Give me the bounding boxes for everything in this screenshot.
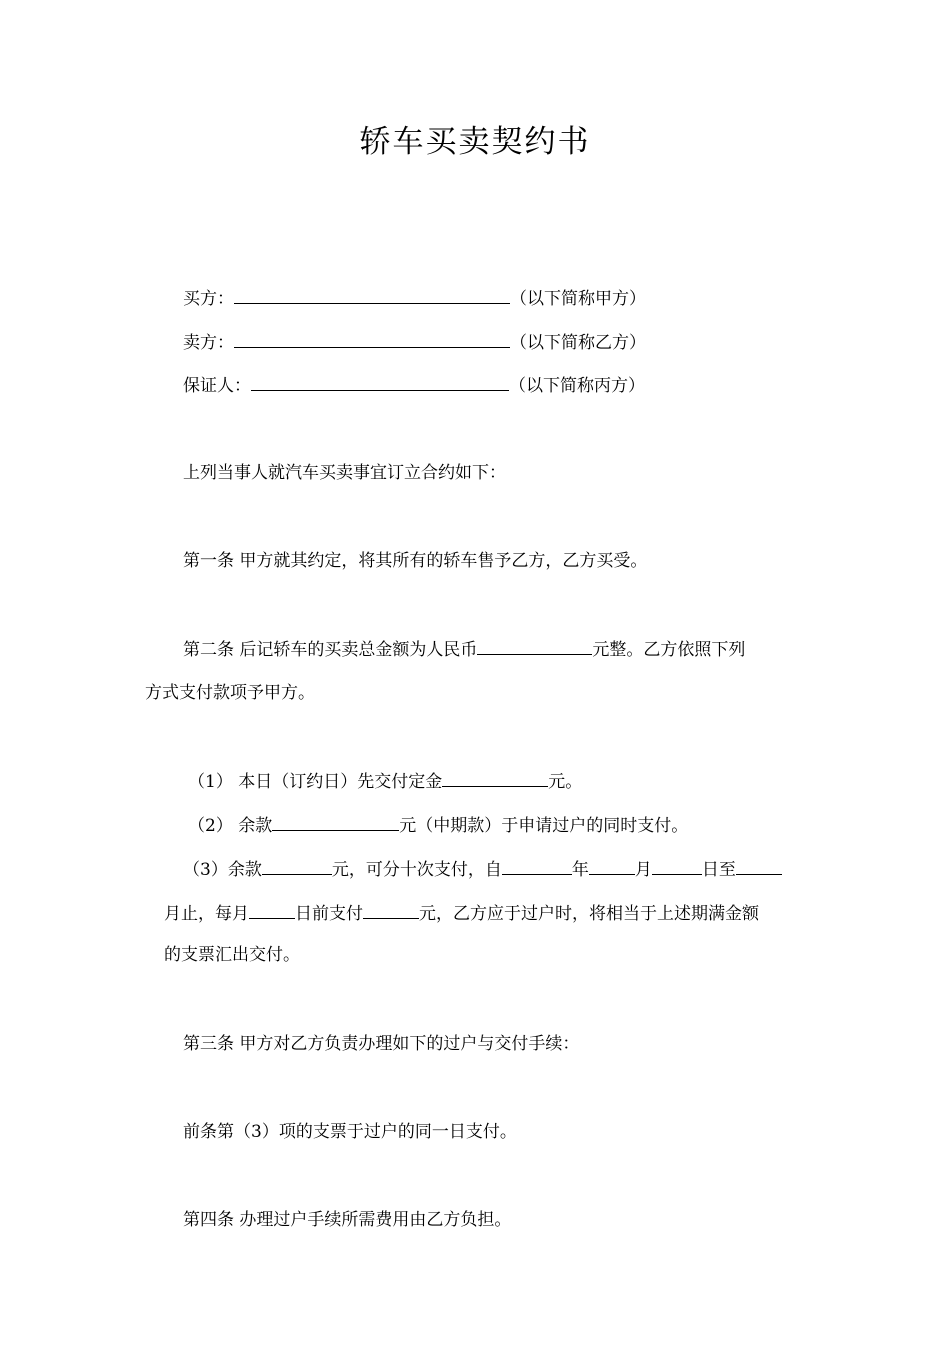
guarantor-suffix: （以下简称丙方） <box>509 376 645 396</box>
article-2-line-2: 方式支付款项予甲方。 <box>145 683 315 703</box>
payment-3-text-b: 元，可分十次支付，自 <box>331 860 502 880</box>
seller-blank[interactable] <box>234 329 510 348</box>
seller-label: 卖方： <box>183 333 234 353</box>
article-4: 第四条 办理过户手续所需费用由乙方负担。 <box>183 1210 512 1230</box>
monthly-day-blank[interactable] <box>249 900 295 919</box>
payment-item-2 <box>188 812 688 838</box>
guarantor-blank[interactable] <box>251 372 509 391</box>
monthly-amount-blank[interactable] <box>363 900 419 919</box>
guarantor-label: 保证人： <box>183 376 251 396</box>
buyer-label: 买方： <box>183 289 234 309</box>
intro-text: 上列当事人就汽车买卖事宜订立合约如下： <box>183 463 506 483</box>
payment-item-3-line-1 <box>183 856 782 882</box>
guarantor-line <box>183 372 645 398</box>
deposit-blank[interactable] <box>442 768 548 787</box>
document-title: 轿车买卖契约书 <box>359 124 591 160</box>
payment-3-text-e: 元，乙方应于过户时，将相当于上述期满金额 <box>419 904 759 924</box>
article-3: 第三条 甲方对乙方负责办理如下的过户与交付手续： <box>183 1034 580 1054</box>
buyer-blank[interactable] <box>234 285 510 304</box>
start-month-blank[interactable] <box>589 856 635 875</box>
payment-3-day: 日至 <box>701 860 736 880</box>
midterm-blank[interactable] <box>272 812 399 831</box>
payment-2-suffix: 元（中期款）于申请过户的同时支付。 <box>399 816 689 836</box>
article-3-item: 前条第（3）项的支票于过户的同一日支付。 <box>183 1122 517 1142</box>
start-day-blank[interactable] <box>652 856 702 875</box>
payment-3-text-a: （3）余款 <box>183 860 262 880</box>
total-amount-blank[interactable] <box>477 636 592 655</box>
payment-item-1 <box>188 768 582 794</box>
payment-3-text-c: 月止，每月 <box>164 904 249 924</box>
buyer-line <box>183 285 646 311</box>
payment-1-text: （1） 本日（订约日）先交付定金 <box>188 772 443 792</box>
article-1: 第一条 甲方就其约定，将其所有的轿车售予乙方，乙方买受。 <box>183 551 648 571</box>
payment-3-year: 年 <box>571 860 589 880</box>
buyer-suffix: （以下简称甲方） <box>510 289 646 309</box>
article-2-text-b: 元整。乙方依照下列 <box>592 640 746 660</box>
payment-2-text: （2） 余款 <box>188 816 273 836</box>
seller-line <box>183 329 646 355</box>
balance-blank[interactable] <box>262 856 332 875</box>
end-month-blank[interactable] <box>736 856 782 875</box>
payment-item-3-line-2 <box>164 900 759 926</box>
article-2-line-1 <box>183 636 745 662</box>
start-year-blank[interactable] <box>502 856 572 875</box>
seller-suffix: （以下简称乙方） <box>510 333 646 353</box>
payment-3-month: 月 <box>634 860 652 880</box>
payment-item-3-line-3: 的支票汇出交付。 <box>164 945 300 965</box>
payment-1-suffix: 元。 <box>548 772 583 792</box>
article-2-text-a: 第二条 后记轿车的买卖总金额为人民币 <box>183 640 478 660</box>
payment-3-text-d: 日前支付 <box>295 904 363 924</box>
